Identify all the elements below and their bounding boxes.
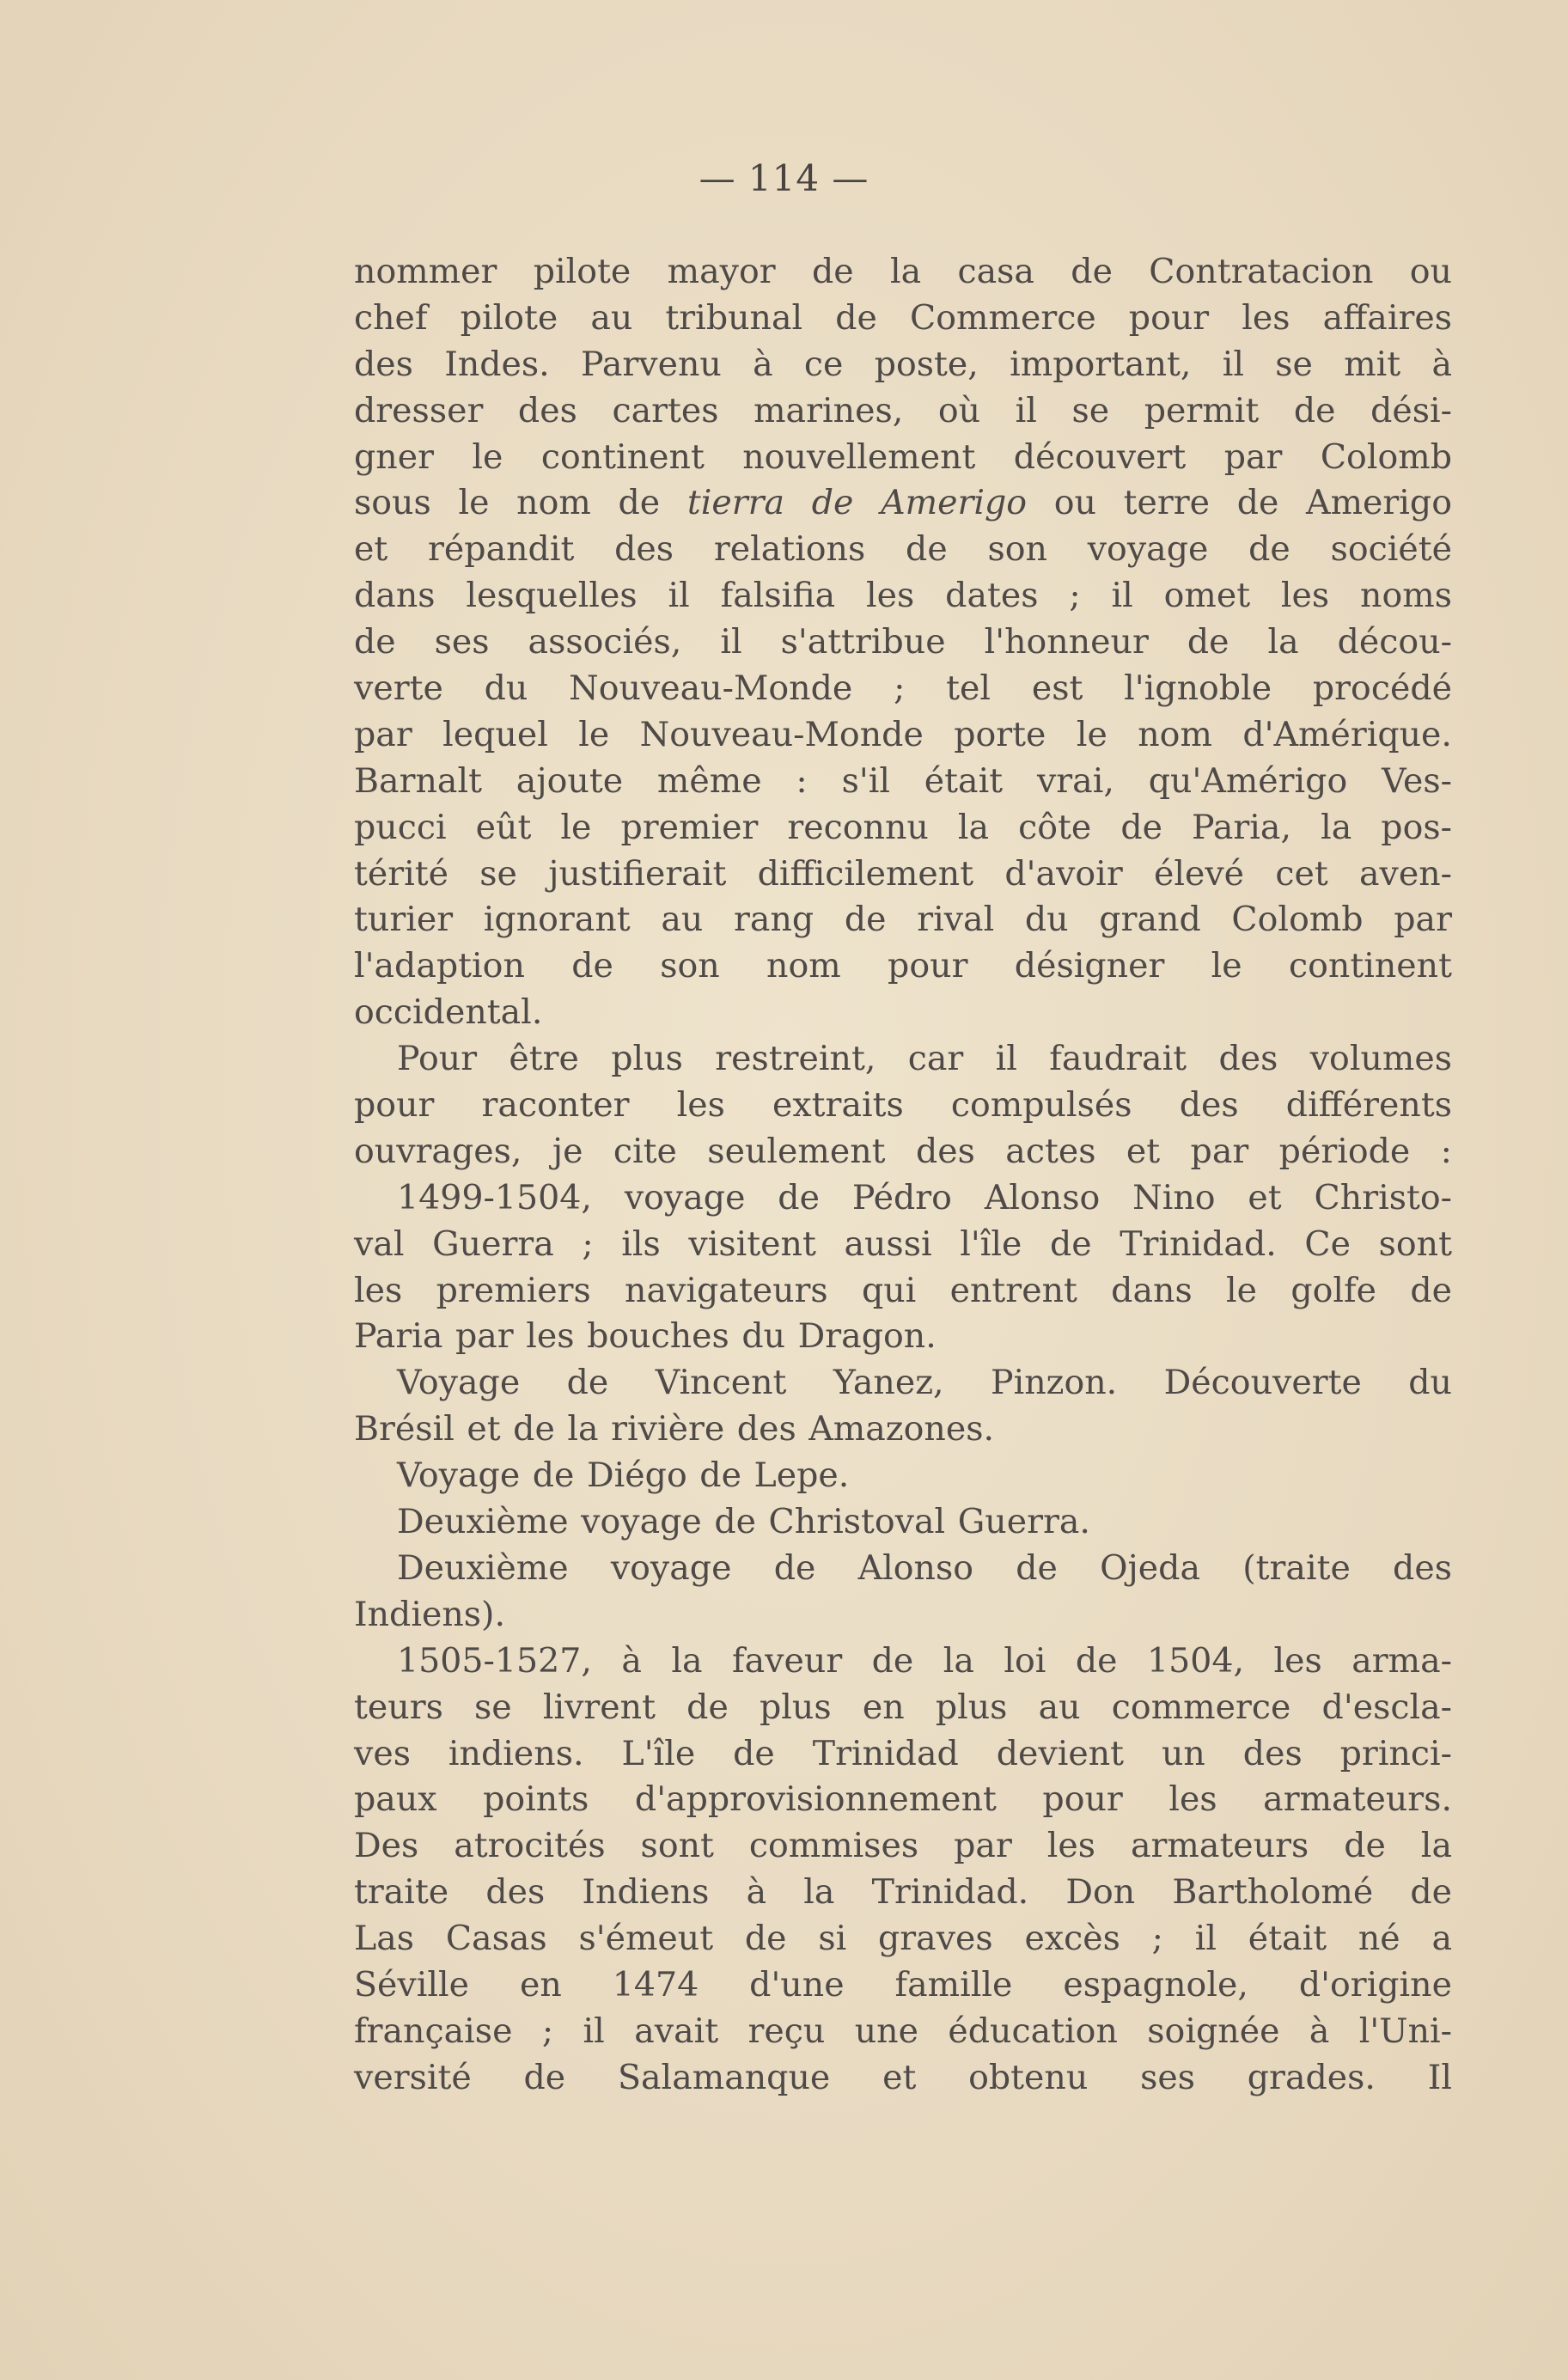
text-line: dresser des cartes marines, où il se permit de dési- bbox=[354, 390, 1452, 430]
text-line: verte du Nouveau-Monde ; tel est l'ignoble procédé bbox=[354, 668, 1452, 709]
text-line: Des atrocités sont commises par les armateurs de la bbox=[354, 1826, 1452, 1866]
text-line: nommer pilote mayor de la casa de Contratacion ou bbox=[354, 252, 1452, 291]
text-line: l'adaption de son nom pour désigner le continent bbox=[354, 946, 1452, 986]
text-segment: ou terre de Amerigo bbox=[1027, 483, 1452, 523]
text-line: Voyage de Vincent Yanez, Pinzon. Découverte du bbox=[397, 1363, 1452, 1403]
text-line: pour raconter les extraits compulsés des différents bbox=[354, 1085, 1452, 1126]
text-line: et répandit des relations de son voyage de société bbox=[354, 529, 1452, 570]
text-line bbox=[354, 480, 1452, 527]
page-number: — 114 — bbox=[699, 157, 869, 199]
text-line: occidental. bbox=[354, 992, 543, 1033]
text-line: pucci eût le premier reconnu la côte de Paria, la pos- bbox=[354, 807, 1452, 847]
text-line: chef pilote au tribunal de Commerce pour les affaires bbox=[354, 297, 1452, 338]
text-line: de ses associés, il s'attribue l'honneur de la décou- bbox=[354, 622, 1452, 662]
text-line: Voyage de Diégo de Lepe. bbox=[397, 1455, 850, 1496]
text-line: par lequel le Nouveau-Monde porte le nom d'Amérique. bbox=[354, 714, 1452, 754]
text-line: Pour être plus restreint, car il faudrait des volumes bbox=[397, 1039, 1452, 1079]
text-line: ouvrages, je cite seulement des actes et par période : bbox=[354, 1131, 1452, 1171]
text-line: Brésil et de la rivière des Amazones. bbox=[354, 1409, 995, 1449]
text-line: 1499-1504, voyage de Pédro Alonso Nino et Christo- bbox=[397, 1177, 1452, 1217]
text-line: Paria par les bouches du Dragon. bbox=[354, 1316, 937, 1357]
text-line: des Indes. Parvenu à ce poste, important, il se mit à bbox=[354, 344, 1452, 384]
text-line: traite des Indiens à la Trinidad. Don Bartholomé de bbox=[354, 1872, 1452, 1913]
text-line: Indiens). bbox=[354, 1594, 506, 1634]
text-line: 1505-1527, à la faveur de la loi de 1504, les arma- bbox=[397, 1640, 1452, 1681]
text-line: Las Casas s'émeut de si graves excès ; il était né a bbox=[354, 1919, 1452, 1959]
text-line: turier ignorant au rang de rival du grand Colomb par bbox=[354, 900, 1452, 940]
text-line: Deuxième voyage de Alonso de Ojeda (traite des bbox=[397, 1547, 1452, 1588]
text-line: dans lesquelles il falsifia les dates ; il omet les noms bbox=[354, 576, 1452, 616]
text-line: Séville en 1474 d'une famille espagnole, d'origine bbox=[354, 1964, 1452, 2005]
italic-phrase: tierra de Amerigo bbox=[686, 483, 1028, 523]
text-line: les premiers navigateurs qui entrent dans le golfe de bbox=[354, 1270, 1452, 1310]
text-line: française ; il avait reçu une éducation soignée à l'Uni- bbox=[354, 2011, 1452, 2051]
body-text bbox=[354, 249, 1452, 2102]
text-line: val Guerra ; ils visitent aussi l'île de Trinidad. Ce sont bbox=[354, 1224, 1452, 1264]
text-line: térité se justifierait difficilement d'avoir élevé cet aven- bbox=[354, 853, 1452, 894]
text-line: gner le continent nouvellement découvert par Colomb bbox=[354, 436, 1452, 477]
text-segment: sous le nom de bbox=[354, 483, 687, 523]
text-line: paux points d'approvisionnement pour les armateurs. bbox=[354, 1779, 1452, 1820]
text-line: versité de Salamanque et obtenu ses grades. Il bbox=[354, 2057, 1452, 2097]
text-line: Barnalt ajoute même : s'il était vrai, qu'Amérigo Ves- bbox=[354, 760, 1452, 801]
text-line: teurs se livrent de plus en plus au commerce d'escla- bbox=[354, 1687, 1452, 1727]
text-line: Deuxième voyage de Christoval Guerra. bbox=[397, 1502, 1090, 1542]
text-line: ves indiens. L'île de Trinidad devient un des princi- bbox=[354, 1733, 1452, 1773]
